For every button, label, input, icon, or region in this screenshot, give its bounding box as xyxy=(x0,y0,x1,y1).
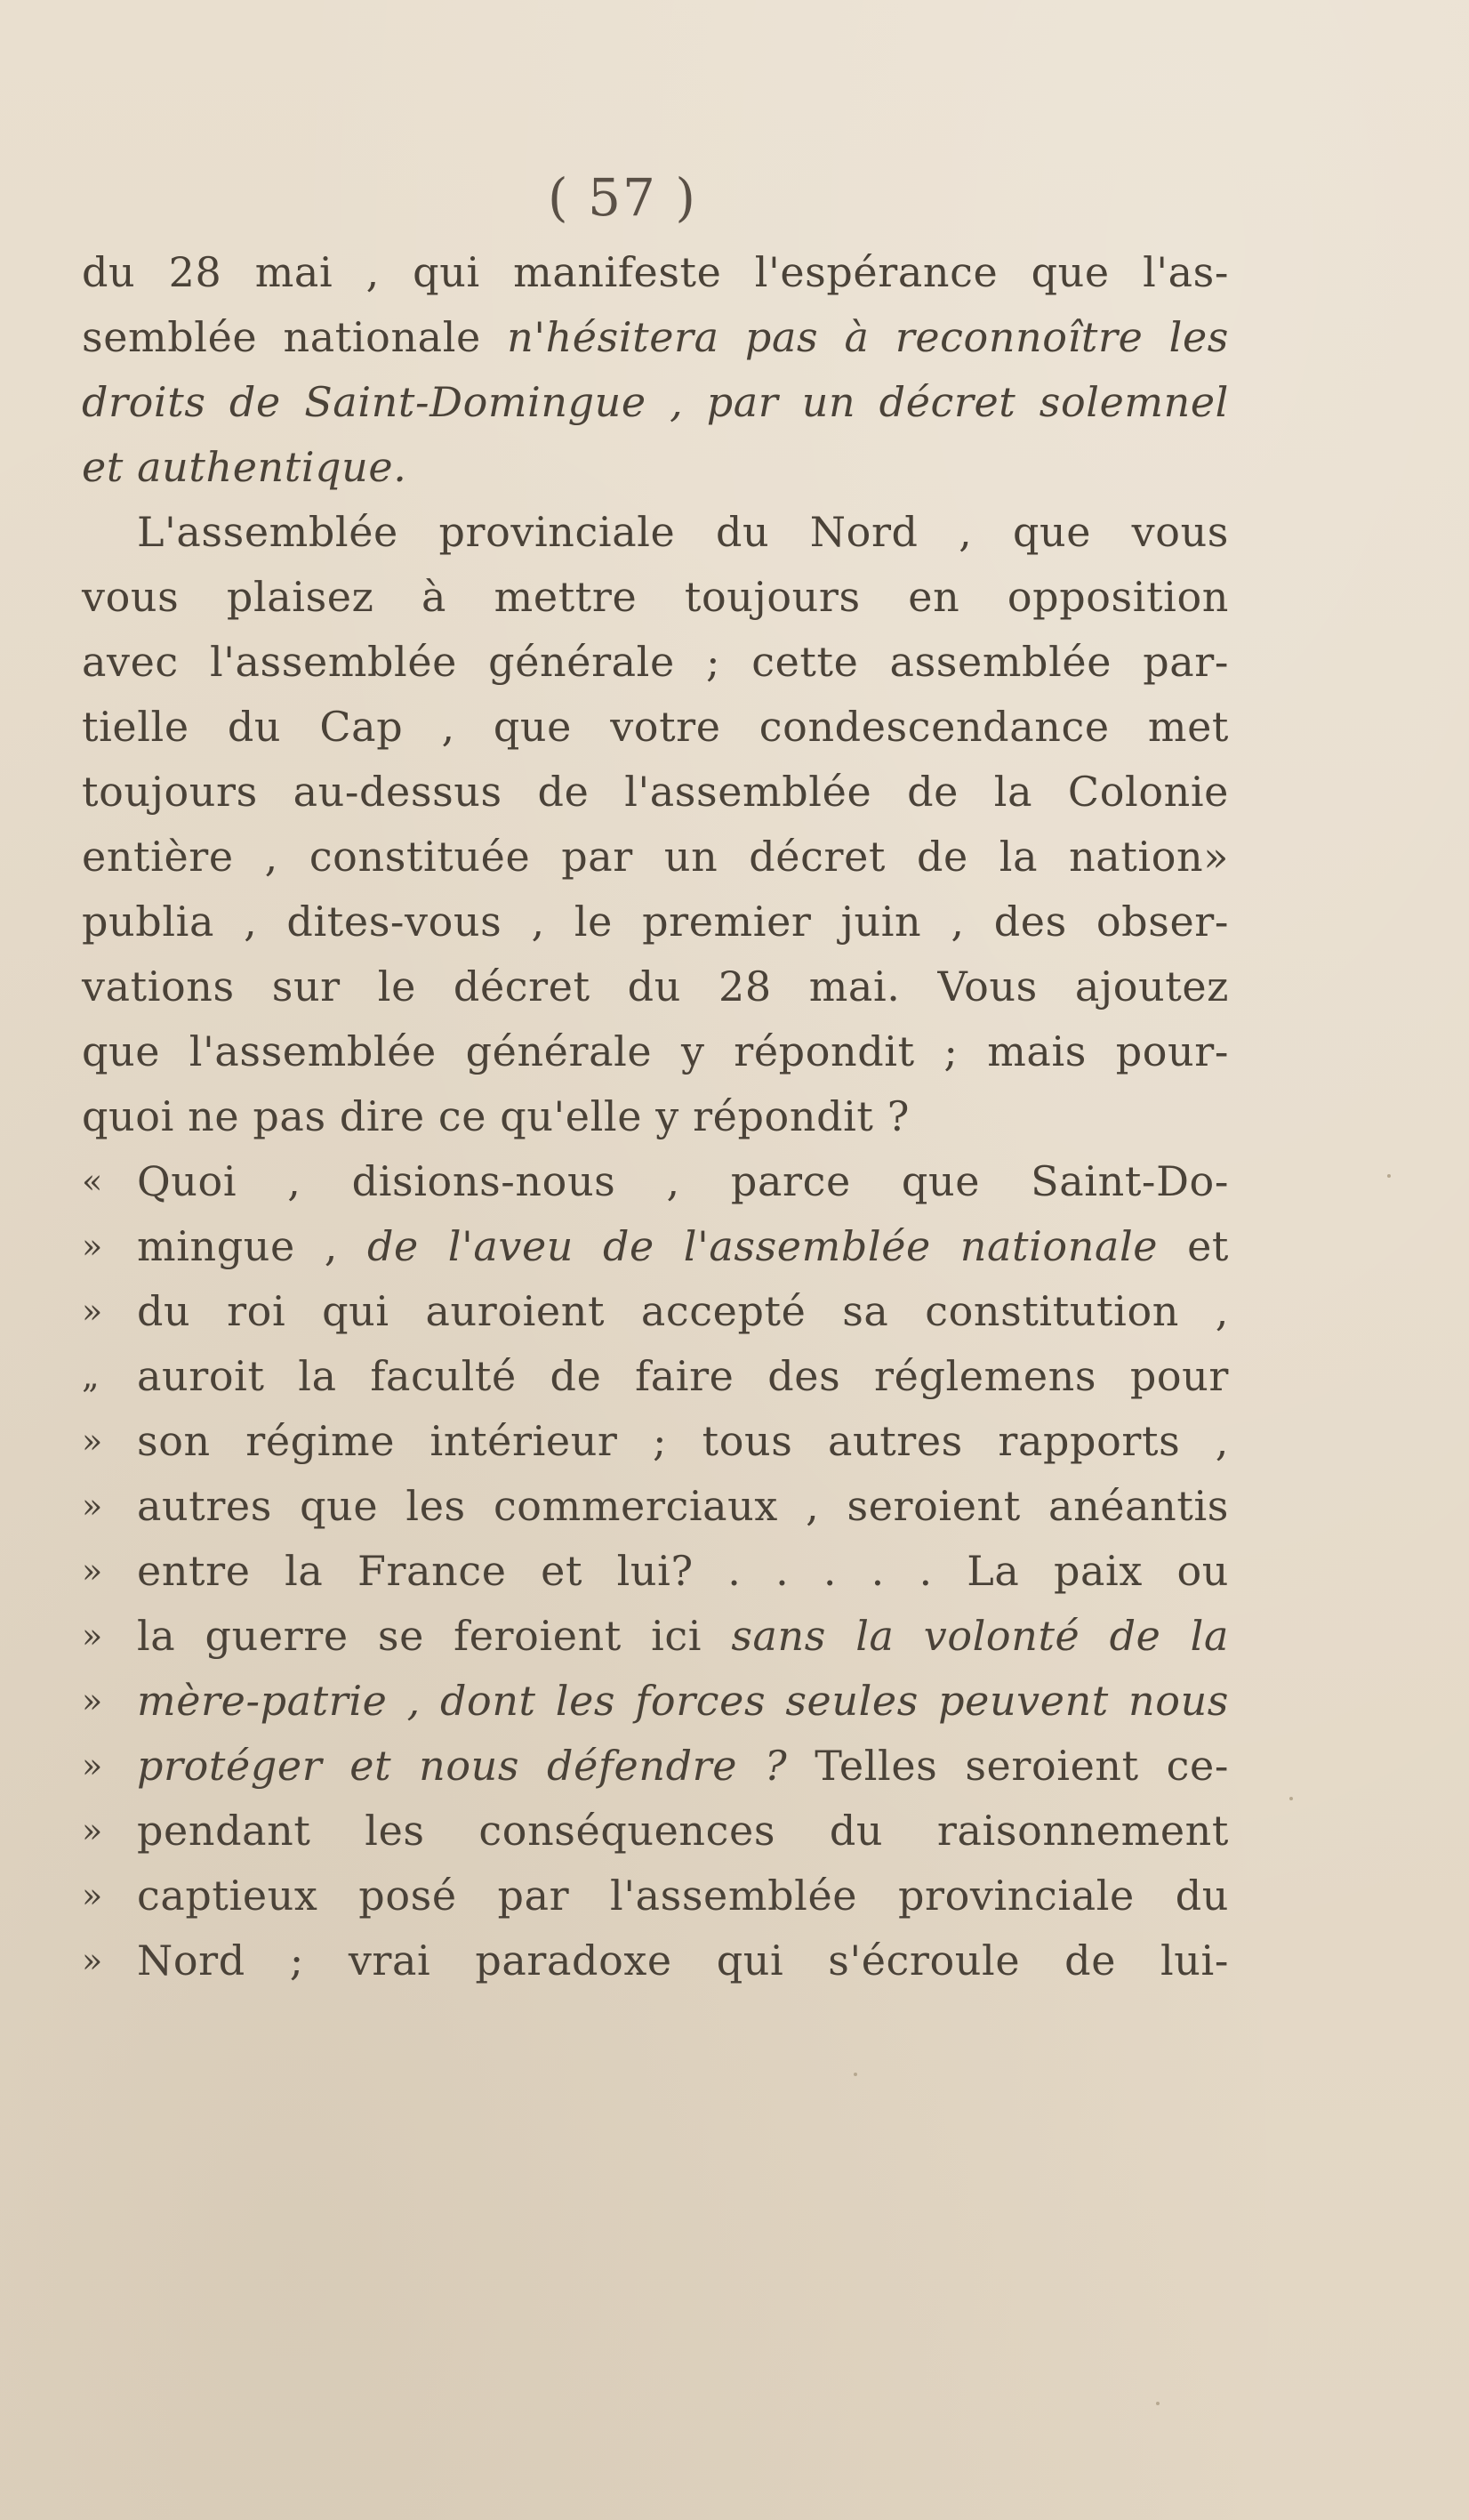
quoted-text xyxy=(137,1409,1229,1474)
text-run: captieux posé par l'assemblée provinciale du xyxy=(137,1872,1229,1920)
quoted-line xyxy=(82,1149,1229,1214)
text-line xyxy=(82,630,1229,695)
quoted-text xyxy=(137,1864,1229,1928)
text-run: toujours au-dessus de l'assemblée de la Colonie xyxy=(82,768,1229,816)
text-line xyxy=(82,760,1229,825)
text-line xyxy=(82,435,1229,500)
text-run: du 28 mai , qui manifeste l'espérance que l'as- xyxy=(82,248,1229,296)
text-line xyxy=(82,305,1229,370)
text-run: Nord ; vrai paradoxe qui s'écroule de lui- xyxy=(137,1936,1229,1985)
quoted-line xyxy=(82,1799,1229,1864)
quoted-line xyxy=(82,1409,1229,1474)
quoted-text xyxy=(137,1474,1229,1539)
paper-speck xyxy=(1387,1174,1391,1178)
text-run: son régime intérieur ; tous autres rapports , xyxy=(137,1417,1229,1465)
paper-speck xyxy=(1289,1797,1293,1800)
quoted-text xyxy=(137,1539,1229,1604)
italic-text: et authentique. xyxy=(82,443,407,491)
quoted-text xyxy=(137,1799,1229,1864)
text-line xyxy=(82,695,1229,760)
text-line xyxy=(82,565,1229,630)
text-run: quoi ne pas dire ce qu'elle y répondit ? xyxy=(82,1092,910,1140)
text-run: mingue , xyxy=(137,1222,367,1270)
quote-mark: » xyxy=(82,1551,103,1590)
page-number: ( 57 ) xyxy=(548,167,697,228)
text-run: avec l'assemblée générale ; cette assemblée par- xyxy=(82,638,1229,686)
text-line xyxy=(82,825,1229,890)
text-run: du roi qui auroient accepté sa constitution , xyxy=(137,1287,1229,1335)
paper-speck xyxy=(1156,2402,1160,2405)
quoted-text xyxy=(137,1344,1229,1409)
quoted-line xyxy=(82,1928,1229,1993)
text-run: semblée nationale xyxy=(82,313,508,361)
text-line xyxy=(82,370,1229,435)
quoted-text xyxy=(137,1149,1229,1214)
quote-mark: » xyxy=(82,1486,103,1526)
quoted-line xyxy=(82,1214,1229,1279)
text-run: L'assemblée provinciale du Nord , que vous xyxy=(137,508,1229,556)
body-text xyxy=(82,240,1229,1993)
text-run: entre la France et lui? . . . . . La paix ou xyxy=(137,1547,1229,1595)
quoted-line xyxy=(82,1539,1229,1604)
text-line xyxy=(82,954,1229,1019)
text-run: que l'assemblée générale y répondit ; mais pour- xyxy=(82,1027,1229,1075)
italic-text: mère-patrie , dont les forces seules peuvent nous xyxy=(137,1677,1229,1725)
quote-mark: » xyxy=(82,1681,103,1720)
italic-text: de l'aveu de l'assemblée nationale xyxy=(366,1222,1159,1270)
quote-mark: » xyxy=(82,1616,103,1655)
quote-mark: » xyxy=(82,1227,103,1266)
text-run: vous plaisez à mettre toujours en opposition xyxy=(82,573,1229,621)
quote-mark: » xyxy=(82,1811,103,1850)
text-run: et xyxy=(1158,1222,1229,1270)
quoted-text xyxy=(137,1928,1229,1993)
italic-text: protéger et nous défendre ? xyxy=(137,1742,788,1790)
text-run: tielle du Cap , que votre condescendance met xyxy=(82,703,1229,751)
quote-mark: » xyxy=(82,1746,103,1785)
text-line xyxy=(82,1084,1229,1149)
quoted-line xyxy=(82,1344,1229,1409)
text-run: autres que les commerciaux , seroient anéantis xyxy=(137,1482,1229,1530)
paper-speck xyxy=(854,2073,857,2076)
text-line xyxy=(82,1019,1229,1084)
italic-text: sans la volonté de la xyxy=(731,1612,1230,1660)
text-run: pendant les conséquences du raisonnement xyxy=(137,1807,1229,1855)
quoted-text xyxy=(137,1734,1229,1799)
quoted-text xyxy=(137,1279,1229,1344)
text-run: Telles seroient ce- xyxy=(787,1742,1229,1790)
text-run: auroit la faculté de faire des réglemens pour xyxy=(137,1352,1229,1400)
quoted-line xyxy=(82,1279,1229,1344)
quoted-text xyxy=(137,1604,1229,1669)
text-run: la guerre se feroient ici xyxy=(137,1612,732,1660)
italic-text: droits de Saint-Domingue , par un décret solemnel xyxy=(82,378,1229,426)
quote-mark: « xyxy=(82,1162,103,1201)
quoted-line xyxy=(82,1474,1229,1539)
italic-text: n'hésitera pas à reconnoître les xyxy=(507,313,1229,361)
quoted-line xyxy=(82,1669,1229,1734)
quote-mark: „ xyxy=(82,1357,100,1396)
quote-mark: » xyxy=(82,1292,103,1331)
text-run: entière , constituée par un décret de la nation» xyxy=(82,833,1229,881)
text-line xyxy=(82,240,1229,305)
quote-mark: » xyxy=(82,1941,103,1980)
quoted-line xyxy=(82,1734,1229,1799)
quote-mark: » xyxy=(82,1876,103,1915)
quoted-line xyxy=(82,1604,1229,1669)
quoted-text xyxy=(137,1214,1229,1279)
quote-mark: » xyxy=(82,1421,103,1461)
text-line xyxy=(82,890,1229,954)
text-run: vations sur le décret du 28 mai. Vous ajoutez xyxy=(82,962,1229,1010)
text-run: publia , dites-vous , le premier juin , des obser- xyxy=(82,898,1229,946)
quoted-text xyxy=(137,1669,1229,1734)
quoted-line xyxy=(82,1864,1229,1928)
text-run: Quoi , disions-nous , parce que Saint-Do- xyxy=(137,1157,1229,1205)
text-line xyxy=(82,500,1229,565)
